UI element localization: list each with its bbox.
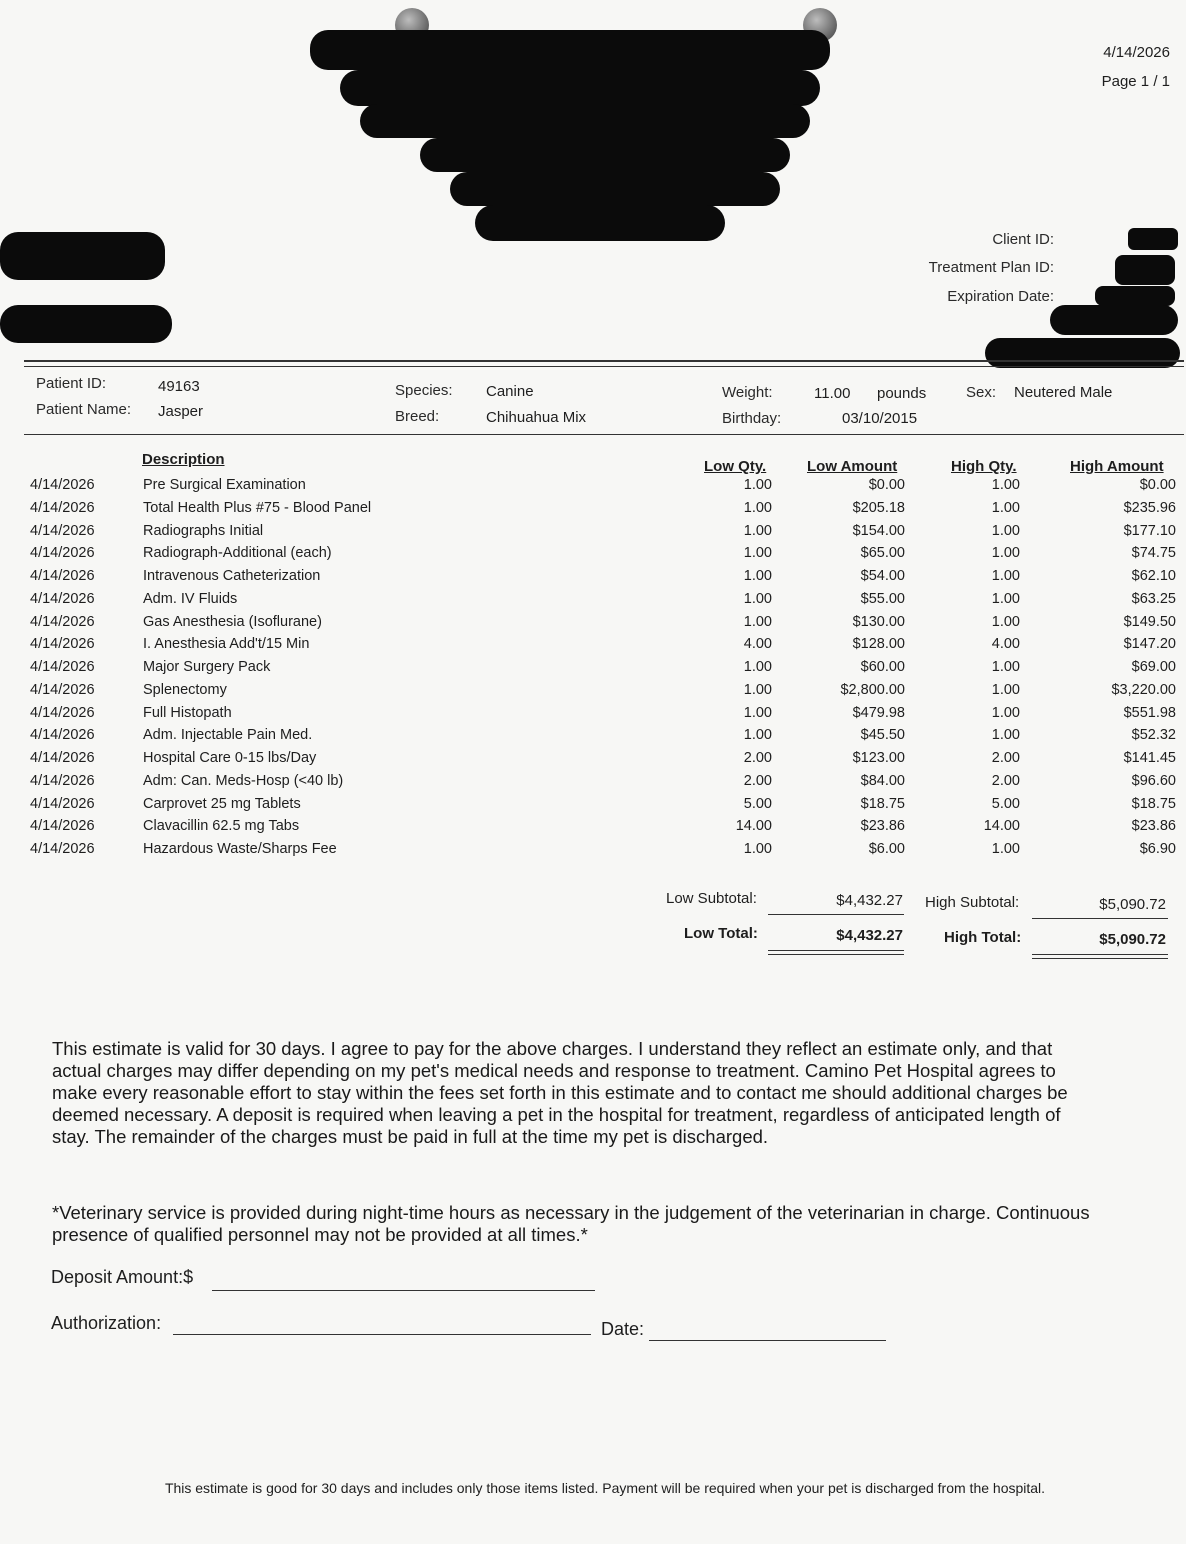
column-header-description: Description [142,451,225,468]
item-low-qty: 1.00 [743,545,772,562]
item-high-amount: $235.96 [1123,499,1176,516]
item-description: Pre Surgical Examination [143,477,306,493]
item-low-qty: 1.00 [743,477,772,493]
treatment-plan-id-label: Treatment Plan ID: [928,259,1054,276]
item-low-qty: 1.00 [743,681,772,698]
patient-name-label: Patient Name: [36,401,132,418]
table-row [0,568,1186,591]
item-low-qty: 4.00 [743,636,772,653]
item-high-amount: $0.00 [1139,477,1176,493]
print-date: 4/14/2026 [1103,44,1170,61]
item-low-amount: $123.00 [852,750,905,766]
high-subtotal: $5,090.72 [1099,896,1166,913]
item-low-amount: $45.50 [860,727,905,744]
item-high-qty: 2.00 [991,750,1020,766]
item-description: Adm: Can. Meds-Hosp (<40 lb) [143,772,344,789]
item-low-amount: $205.18 [852,499,905,516]
item-description: Clavacillin 62.5 mg Tabs [143,818,300,835]
item-low-qty: 1.00 [743,568,772,584]
weight-unit: pounds [877,385,927,402]
weight-label: Weight: [722,384,773,401]
item-low-amount: $154.00 [852,522,905,539]
date-line[interactable] [649,1340,886,1341]
item-description: Hazardous Waste/Sharps Fee [143,841,337,857]
table-row [0,705,1186,728]
item-high-amount: $23.86 [1131,818,1176,835]
item-description: Full Histopath [143,704,232,721]
item-low-amount: $479.98 [852,704,905,721]
table-row [0,500,1186,523]
item-low-qty: 1.00 [743,499,772,516]
item-high-amount: $63.25 [1131,590,1176,607]
item-high-amount: $149.50 [1123,613,1176,630]
high-subtotal-label: High Subtotal: [925,894,1020,911]
item-description: Radiograph-Additional (each) [143,545,332,562]
footer-note: This estimate is good for 30 days and includes only those items listed. Payment will be required when your pet is discharged from the hospital. [164,1480,1046,1496]
table-row [0,796,1186,819]
expiration-date-label: Expiration Date: [947,288,1054,305]
table-row [0,659,1186,682]
divider [24,366,1184,367]
item-date: 4/14/2026 [30,590,95,607]
item-description: Gas Anesthesia (Isoflurane) [143,613,322,630]
species: Canine [486,383,534,400]
sex-label: Sex: [966,384,997,401]
page-number: Page 1 / 1 [1101,73,1170,90]
item-high-qty: 2.00 [991,772,1020,789]
item-low-amount: $2,800.00 [840,681,905,698]
high-total-label: High Total: [944,929,1022,946]
item-description: Intravenous Catheterization [143,568,321,584]
item-date: 4/14/2026 [30,522,95,539]
item-high-amount: $18.75 [1131,795,1176,812]
item-high-qty: 14.00 [983,818,1020,835]
item-description: Major Surgery Pack [143,659,271,675]
item-low-amount: $55.00 [860,590,905,607]
item-high-qty: 4.00 [991,636,1020,653]
item-low-amount: $60.00 [860,659,905,675]
item-high-amount: $551.98 [1123,704,1176,721]
item-high-qty: 1.00 [991,590,1020,607]
birthday-label: Birthday: [722,410,782,427]
client-id-label: Client ID: [992,231,1054,248]
divider [1032,958,1168,959]
item-date: 4/14/2026 [30,636,95,653]
item-date: 4/14/2026 [30,545,95,562]
table-row [0,841,1186,864]
item-date: 4/14/2026 [30,477,95,493]
item-low-qty: 5.00 [743,795,772,812]
item-description: Hospital Care 0-15 lbs/Day [143,750,317,766]
item-low-qty: 2.00 [743,772,772,789]
table-row [0,477,1186,500]
low-total: $4,432.27 [836,927,903,944]
item-high-amount: $62.10 [1131,568,1176,584]
species-label: Species: [395,382,453,399]
item-high-qty: 1.00 [991,704,1020,721]
table-row [0,591,1186,614]
item-high-qty: 1.00 [991,545,1020,562]
table-row [0,545,1186,568]
item-description: Adm. IV Fluids [143,590,238,607]
item-low-amount: $54.00 [860,568,905,584]
item-date: 4/14/2026 [30,704,95,721]
table-row [0,523,1186,546]
item-low-qty: 1.00 [743,704,772,721]
item-low-qty: 1.00 [743,613,772,630]
item-low-amount: $130.00 [852,613,905,630]
item-low-qty: 1.00 [743,590,772,607]
item-high-amount: $6.90 [1139,841,1176,857]
item-low-amount: $18.75 [860,795,905,812]
authorization-signature-line[interactable] [173,1334,591,1335]
item-low-amount: $23.86 [860,818,905,835]
item-low-qty: 1.00 [743,522,772,539]
item-low-qty: 2.00 [743,750,772,766]
low-total-label: Low Total: [684,925,758,942]
item-high-qty: 1.00 [991,841,1020,857]
item-low-amount: $84.00 [860,772,905,789]
item-high-qty: 1.00 [991,568,1020,584]
item-description: Adm. Injectable Pain Med. [143,727,313,744]
divider [768,914,904,915]
patient-id-label: Patient ID: [36,375,107,392]
item-description: Carprovet 25 mg Tablets [143,795,301,812]
table-row [0,636,1186,659]
item-high-qty: 1.00 [991,477,1020,493]
item-date: 4/14/2026 [30,841,95,857]
item-date: 4/14/2026 [30,818,95,835]
column-header-high-qty: High Qty. [951,458,1017,475]
item-description: Radiographs Initial [143,522,264,539]
item-high-amount: $52.32 [1131,727,1176,744]
item-high-amount: $3,220.00 [1111,681,1176,698]
item-low-qty: 1.00 [743,659,772,675]
date-label: Date: [601,1319,645,1339]
item-low-amount: $128.00 [852,636,905,653]
item-high-qty: 1.00 [991,659,1020,675]
item-high-qty: 1.00 [991,613,1020,630]
item-low-amount: $0.00 [868,477,905,493]
item-date: 4/14/2026 [30,568,95,584]
patient-name: Jasper [158,403,204,420]
item-high-amount: $96.60 [1131,772,1176,789]
item-low-qty: 1.00 [743,727,772,744]
divider [24,360,1184,362]
deposit-amount-line[interactable] [212,1290,595,1291]
low-subtotal: $4,432.27 [836,892,903,909]
item-high-amount: $141.45 [1123,750,1176,766]
weight: 11.00 [814,385,851,402]
birthday: 03/10/2015 [842,410,918,427]
item-low-qty: 1.00 [743,841,772,857]
item-high-qty: 1.00 [991,499,1020,516]
item-high-amount: $69.00 [1131,659,1176,675]
deposit-amount-label: Deposit Amount:$ [51,1267,194,1287]
item-low-amount: $6.00 [868,841,905,857]
sex: Neutered Male [1014,384,1113,401]
table-row [0,682,1186,705]
high-total: $5,090.72 [1099,931,1166,948]
column-header-low-amount: Low Amount [807,458,898,475]
item-date: 4/14/2026 [30,659,95,675]
item-date: 4/14/2026 [30,795,95,812]
estimate-terms: This estimate is valid for 30 days. I agree to pay for the above charges. I understand they reflect an estimate only, and that actual charges may differ depending on my pet's medical needs and response to treatment. Camino Pet Hospital agrees to make every reasonable effort to stay within the fees set forth in this estimate and to contact me should additional charges be deemed necessary. A deposit is required when leaving a pet in the hospital for treatment, regardless of anticipated length of stay. The remainder of the charges must be paid in full at the time my pet is discharged. [52,1038,1068,1147]
item-high-qty: 1.00 [991,727,1020,744]
table-row [0,614,1186,637]
item-date: 4/14/2026 [30,681,95,698]
item-low-amount: $65.00 [860,545,905,562]
item-high-amount: $177.10 [1123,522,1176,539]
item-low-qty: 14.00 [735,818,772,835]
item-date: 4/14/2026 [30,613,95,630]
table-row [0,818,1186,841]
item-high-amount: $147.20 [1123,636,1176,653]
divider [768,950,904,951]
item-high-qty: 1.00 [991,522,1020,539]
table-row [0,750,1186,773]
item-date: 4/14/2026 [30,750,95,766]
item-description: Splenectomy [143,681,227,698]
breed-label: Breed: [395,408,440,425]
breed: Chihuahua Mix [486,409,587,426]
column-header-high-amount: High Amount [1070,458,1164,475]
patient-id: 49163 [158,378,200,395]
item-description: Total Health Plus #75 - Blood Panel [143,499,372,516]
divider [1032,918,1168,919]
item-date: 4/14/2026 [30,772,95,789]
item-high-qty: 1.00 [991,681,1020,698]
low-subtotal-label: Low Subtotal: [666,890,757,907]
authorization-label: Authorization: [51,1313,162,1333]
divider [768,954,904,955]
column-header-low-qty: Low Qty. [704,458,767,475]
item-date: 4/14/2026 [30,727,95,744]
item-description: I. Anesthesia Add't/15 Min [143,636,310,653]
table-row [0,727,1186,750]
divider [24,434,1184,435]
item-date: 4/14/2026 [30,499,95,516]
night-service-notice: *Veterinary service is provided during night-time hours as necessary in the judgement of the veterinarian in charge. Continuous presence of qualified personnel may not be provided at all times.* [52,1202,1090,1245]
divider [1032,954,1168,955]
item-high-qty: 5.00 [991,795,1020,812]
item-high-amount: $74.75 [1131,545,1176,562]
table-row [0,773,1186,796]
